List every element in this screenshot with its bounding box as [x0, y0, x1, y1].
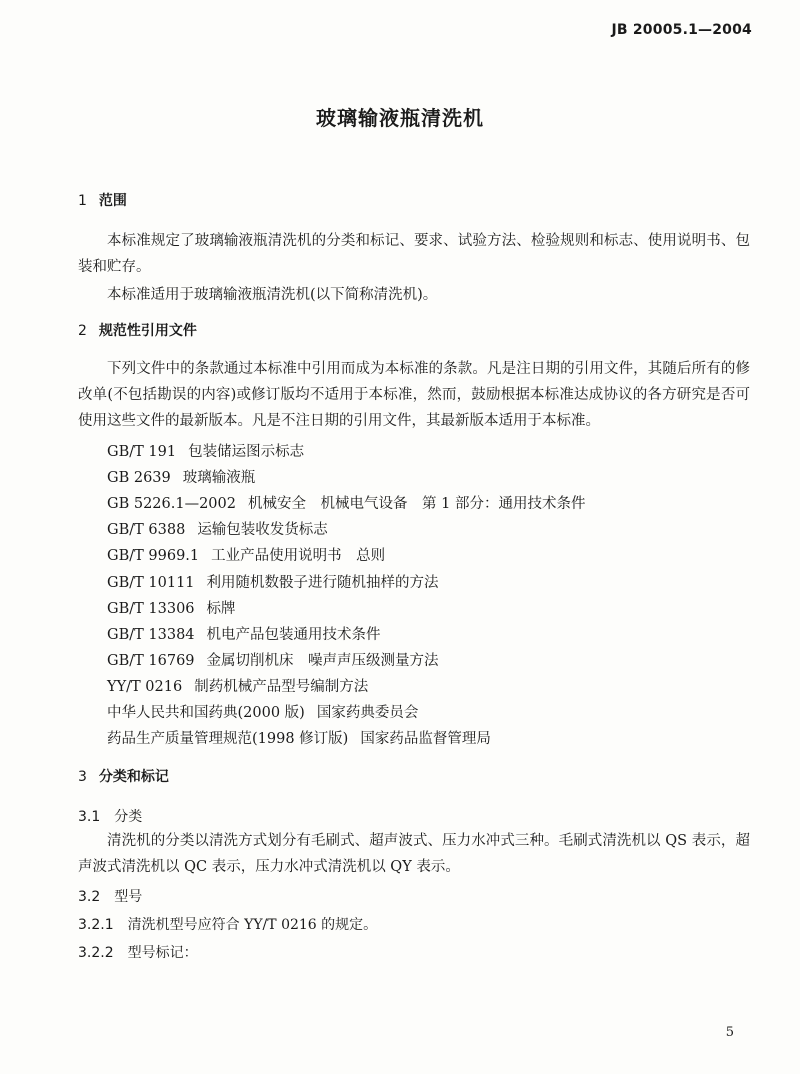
- reference-title: 工业产品使用说明书 总则: [211, 548, 386, 564]
- section-1-paragraph-2: 本标准适用于玻璃输液瓶清洗机(以下简称清洗机)。: [107, 287, 438, 303]
- document-title: 玻璃输液瓶清洗机: [316, 106, 484, 130]
- subsection-number: 3.2: [78, 889, 101, 905]
- reference-code: 中华人民共和国药典(2000 版): [107, 705, 305, 721]
- subsection-text: 清洗机型号应符合 YY/T 0216 的规定。: [127, 917, 378, 933]
- reference-code: GB/T 9969.1: [107, 548, 200, 564]
- subsection-3-2-1: [78, 914, 377, 934]
- reference-code: GB/T 13306: [107, 601, 195, 617]
- section-number: 3: [78, 769, 87, 785]
- reference-item: [107, 571, 439, 592]
- reference-title: 包装储运图示标志: [188, 444, 305, 460]
- section-2-heading: [78, 320, 197, 340]
- reference-title: 金属切削机床 噪声声压级测量方法: [206, 653, 439, 669]
- reference-item: [107, 597, 236, 618]
- section-label: 分类和标记: [98, 769, 169, 785]
- reference-title: 制药机械产品型号编制方法: [194, 679, 369, 695]
- reference-title: 利用随机数骰子进行随机抽样的方法: [206, 575, 439, 591]
- reference-code: GB/T 191: [107, 444, 177, 460]
- section-1-paragraph-1: 本标准规定了玻璃输液瓶清洗机的分类和标记、要求、试验方法、检验规则和标志、使用说明书、包装和贮存。: [78, 233, 750, 275]
- reference-item: [107, 544, 385, 565]
- section-number: 2: [78, 323, 87, 339]
- section-3-heading: [78, 766, 169, 786]
- reference-title: 国家药典委员会: [316, 705, 419, 721]
- section-1-heading: [78, 190, 127, 210]
- section-2-intro: 下列文件中的条款通过本标准中引用而成为本标准的条款。凡是注日期的引用文件，其随后所有的修改单(不包括勘误的内容)或修订版均不适用于本标准，然而，鼓励根据本标准达成协议的各方研究是否可使用这些文件的最新版本。凡是不注日期的引用文件，其最新版本适用于本标准。: [78, 361, 750, 429]
- reference-code: YY/T 0216: [107, 679, 183, 695]
- reference-title: 玻璃输液瓶: [182, 470, 256, 486]
- subsection-label: 型号: [114, 889, 143, 905]
- reference-title: 机电产品包装通用技术条件: [206, 627, 381, 643]
- section-label: 范围: [98, 193, 127, 209]
- subsection-number: 3.1: [78, 809, 101, 825]
- reference-code: GB/T 13384: [107, 627, 195, 643]
- reference-title: 机械安全 机械电气设备 第 1 部分：通用技术条件: [248, 496, 586, 512]
- reference-title: 国家药品监督管理局: [360, 731, 491, 747]
- reference-title: 标牌: [206, 601, 236, 617]
- reference-item: [107, 675, 368, 696]
- reference-item: [107, 492, 585, 513]
- reference-code: GB/T 10111: [107, 575, 195, 591]
- reference-item: [107, 466, 255, 487]
- subsection-3-2-heading: [78, 886, 142, 906]
- reference-item: [107, 727, 491, 748]
- reference-item: [107, 440, 304, 461]
- standard-code: JB 20005.1—2004: [611, 22, 752, 38]
- subsection-3-2-2: [78, 942, 198, 962]
- section-label: 规范性引用文件: [98, 323, 197, 339]
- section-number: 1: [78, 193, 87, 209]
- reference-item: [107, 701, 418, 722]
- reference-code: GB 2639: [107, 470, 171, 486]
- reference-title: 运输包装收发货标志: [197, 522, 328, 538]
- reference-item: [107, 518, 328, 539]
- page-number: 5: [725, 1025, 734, 1040]
- subsection-3-1-paragraph: 清洗机的分类以清洗方式划分有毛刷式、超声波式、压力水冲式三种。毛刷式清洗机以 QS 表示，超声波式清洗机以 QC 表示，压力水冲式清洗机以 QY 表示。: [78, 833, 750, 875]
- reference-code: GB/T 6388: [107, 522, 186, 538]
- reference-code: GB 5226.1—2002: [107, 496, 236, 512]
- reference-code: GB/T 16769: [107, 653, 195, 669]
- subsection-number: 3.2.1: [78, 917, 114, 933]
- subsection-number: 3.2.2: [78, 945, 114, 961]
- reference-item: [107, 623, 381, 644]
- subsection-3-1-heading: [78, 806, 142, 826]
- reference-item: [107, 649, 439, 670]
- subsection-text: 型号标记：: [127, 945, 198, 961]
- subsection-label: 分类: [114, 809, 143, 825]
- reference-code: 药品生产质量管理规范(1998 修订版): [107, 731, 349, 747]
